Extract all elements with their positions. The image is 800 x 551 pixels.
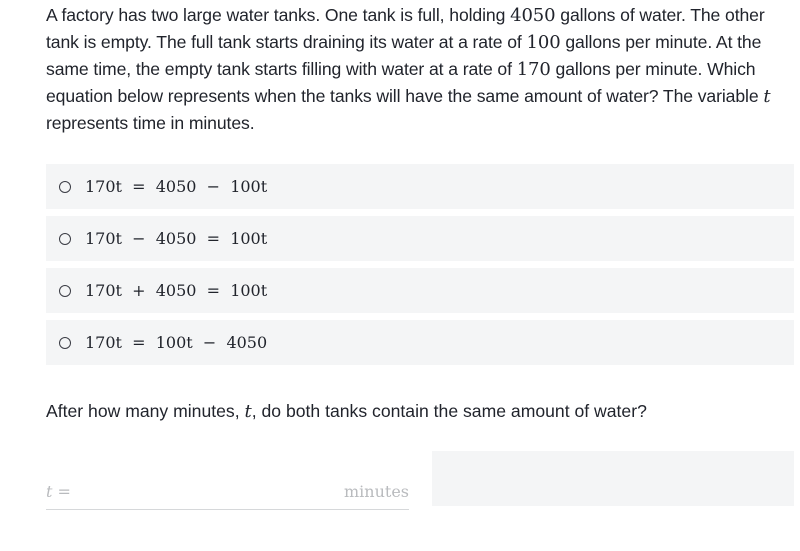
choice-label: 170t − 4050 = 100t [85, 229, 268, 248]
choice-label: 170t + 4050 = 100t [85, 281, 268, 300]
answer-field[interactable] [46, 475, 409, 510]
question-part-2: gallons of water. The other tank is empty. The full tank starts draining its water at a rate of [46, 5, 765, 52]
answer-prefix: t = [46, 482, 71, 501]
answer-unit: minutes [343, 482, 409, 501]
choice-option-b[interactable] [46, 216, 794, 261]
choice-label: 170t = 4050 − 100t [85, 177, 268, 196]
question-text [46, 2, 791, 136]
answer-preview-box [432, 451, 794, 506]
fill-rate: 170 [516, 59, 551, 80]
answer-choices [46, 164, 794, 372]
choice-option-d[interactable] [46, 320, 794, 365]
question-part-4: gallons per minute. Which equation below represents when the tanks will have the same amount of water? The variable [46, 59, 764, 106]
radio-button-icon[interactable] [59, 233, 71, 245]
followup-part-2: , do both tanks contain the same amount of water? [251, 401, 647, 421]
question-part-3: gallons per minute. At the same time, the empty tank starts filling with water at a rate of [46, 32, 762, 79]
question-part-1: A factory has two large water tanks. One tank is full, holding [46, 5, 511, 25]
question-part-5: represents time in minutes. [46, 113, 255, 133]
followup-question [46, 398, 647, 425]
answer-input[interactable] [80, 479, 334, 507]
choice-label: 170t = 100t − 4050 [85, 333, 268, 352]
full-amount: 4050 [510, 5, 556, 26]
choice-option-c[interactable] [46, 268, 794, 313]
radio-button-icon[interactable] [59, 285, 71, 297]
radio-button-icon[interactable] [59, 337, 71, 349]
question-variable: t [763, 86, 771, 107]
drain-rate: 100 [526, 32, 561, 53]
followup-variable: t [244, 401, 252, 422]
radio-button-icon[interactable] [59, 181, 71, 193]
choice-option-a[interactable] [46, 164, 794, 209]
followup-part-1: After how many minutes, [46, 401, 245, 421]
